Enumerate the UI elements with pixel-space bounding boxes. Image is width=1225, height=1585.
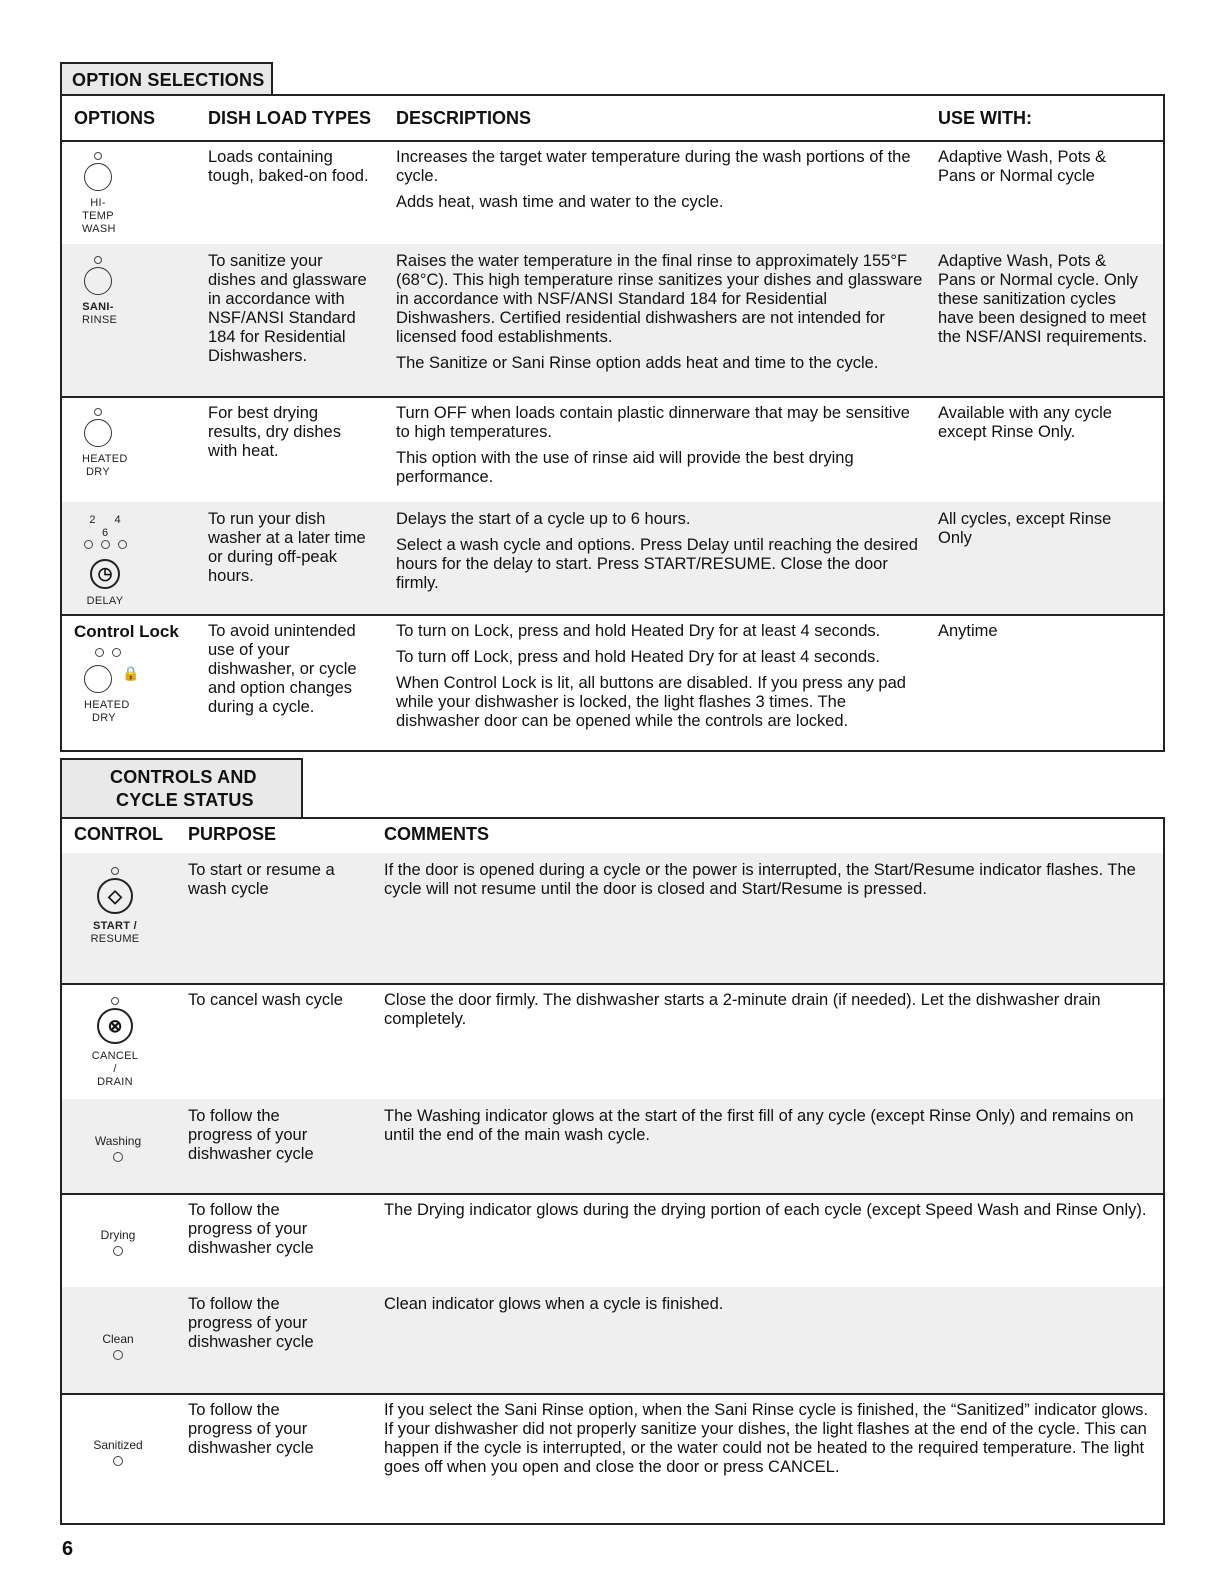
round-button-icon: [84, 665, 112, 693]
control-row-clean: [62, 1287, 1163, 1395]
use-with-cell: Available with any cycle except Rinse Only.: [938, 404, 1112, 441]
control-label: RINSE: [82, 314, 118, 326]
control-label: START /: [92, 920, 138, 932]
header-dish-load: DISH LOAD TYPES: [208, 108, 372, 128]
drying-indicator: [88, 1229, 148, 1256]
comment-cell: The Drying indicator glows during the drying portion of each cycle (except Speed Wash and Rinse Only).: [384, 1201, 1147, 1219]
control-row-sanitized: [62, 1393, 1163, 1523]
cancel-drain-control: [90, 997, 140, 1089]
purpose-cell: To follow the progress of your dishwasher cycle: [188, 1401, 314, 1457]
comment-cell: Close the door firmly. The dishwasher starts a 2-minute drain (if needed). Let the dishwasher drain completely.: [384, 991, 1101, 1028]
control-label: WASH: [82, 223, 116, 235]
hi-temp-wash-control: [82, 152, 114, 236]
header-options: OPTIONS: [74, 108, 156, 128]
indicator-label: Sanitized: [93, 1438, 143, 1452]
header-purpose: PURPOSE: [188, 824, 277, 844]
purpose-cell: To follow the progress of your dishwasher cycle: [188, 1295, 314, 1351]
control-label: CANCEL /: [91, 1050, 139, 1075]
description-cell: Increases the target water temperature during the wash portions of the cycle. Adds heat, wash time and water to the cycle.: [396, 148, 911, 211]
description-cell: Turn OFF when loads contain plastic dinnerware that may be sensitive to high temperatures. This option with the use of rinse aid will provide the best drying performance.: [396, 404, 910, 486]
start-icon: ◇: [97, 878, 133, 914]
indicator-light-icon: [113, 1456, 123, 1466]
indicator-light-icon: [94, 152, 102, 160]
control-label: HEATED: [84, 699, 130, 711]
sani-rinse-control: [82, 256, 118, 327]
indicator-lights: [91, 648, 125, 660]
control-label: RESUME: [90, 933, 140, 945]
comment-cell: If you select the Sani Rinse option, when the Sani Rinse cycle is finished, the “Sanitized” indicator glows. If your dishwasher did not properly sanitize your dishes, the light flashes at the end of the cycle. This can happen if the cycle is interrupted, or the water could not be heated to the required temperature. The light goes off when you open and close the door or press CANCEL.: [384, 1401, 1148, 1476]
control-label: DRAIN: [97, 1076, 133, 1088]
start-resume-control: [90, 867, 140, 946]
comment-cell: Clean indicator glows when a cycle is finished.: [384, 1295, 724, 1313]
use-with-cell: Adaptive Wash, Pots & Pans or Normal cycle. Only these sanitization cycles have been designed to meet the NSF/ANSI requirements.: [938, 252, 1148, 346]
option-row-heated-dry: [62, 396, 1163, 504]
round-button-icon: [84, 163, 112, 191]
indicator-light-icon: [113, 1152, 123, 1162]
control-label: HEATED: [82, 453, 128, 465]
option-row-delay: [62, 502, 1163, 616]
controls-status-table: [60, 817, 1165, 1525]
table-header: [62, 819, 1163, 855]
round-button-icon: [84, 419, 112, 447]
delay-hour-lights: [80, 540, 131, 552]
indicator-label: Drying: [100, 1228, 136, 1242]
indicator-label: Washing: [94, 1134, 142, 1148]
control-label: DRY: [92, 712, 116, 724]
dish-load-cell: For best drying results, dry dishes with heat.: [208, 404, 341, 460]
purpose-cell: To follow the progress of your dishwasher cycle: [188, 1201, 314, 1257]
header-descriptions: DESCRIPTIONS: [396, 108, 532, 128]
heated-dry-control: [82, 408, 128, 479]
dish-load-cell: To run your dish washer at a later time or during off-peak hours.: [208, 510, 366, 585]
header-control: CONTROL: [74, 824, 163, 844]
option-row-sani-rinse: [62, 244, 1163, 398]
description-cell: Delays the start of a cycle up to 6 hours. Select a wash cycle and options. Press Delay until reaching the desired hours for the delay to start. Press START/RESUME. Close the door firmly.: [396, 510, 918, 592]
clean-indicator: [88, 1333, 148, 1360]
description-cell: Raises the water temperature in the final rinse to approximately 155°F (68°C). This high temperature rinse sanitizes your dishes and glassware in accordance with NSF/ANSI Standard 184 for Residential Dishwashers. Certified residential dishwashers are not intended for licensed food establishments. The Sanitize or Sani Rinse option adds heat and time to the cycle.: [396, 252, 923, 372]
option-row-control-lock: [62, 614, 1163, 750]
control-row-drying: [62, 1193, 1163, 1289]
indicator-light-icon: [94, 256, 102, 264]
use-with-cell: Adaptive Wash, Pots & Pans or Normal cycle: [938, 148, 1107, 185]
control-row-cancel-drain: [62, 983, 1163, 1101]
indicator-label: Clean: [102, 1332, 134, 1346]
header-use-with: USE WITH:: [938, 108, 1032, 128]
option-row-hi-temp: [62, 140, 1163, 246]
indicator-light-icon: [94, 408, 102, 416]
use-with-cell: Anytime: [938, 622, 998, 640]
indicator-light-icon: [113, 1350, 123, 1360]
dish-load-cell: To avoid unintended use of your dishwasher, or cycle and option changes during a cycle.: [208, 622, 357, 716]
cancel-icon: ⊗: [97, 1008, 133, 1044]
purpose-cell: To cancel wash cycle: [188, 991, 343, 1009]
option-selections-title: OPTION SELECTIONS: [60, 62, 273, 94]
control-lock-control: [78, 648, 138, 725]
purpose-cell: To follow the progress of your dishwasher cycle: [188, 1107, 314, 1163]
page-number: 6: [62, 1538, 74, 1560]
description-cell: To turn on Lock, press and hold Heated Dry for at least 4 seconds. To turn off Lock, press and hold Heated Dry for at least 4 seconds. When Control Lock is lit, all buttons are disabled. If you press any pad while your dishwasher is locked, the light flashes 3 times. The dishwasher door can be opened while the controls are locked.: [396, 622, 906, 730]
delay-hours-label: 2 4 6: [89, 514, 129, 539]
control-row-washing: [62, 1099, 1163, 1195]
indicator-light-icon: [111, 867, 119, 875]
option-selections-table: [60, 94, 1165, 752]
lock-icon: 🔒: [122, 665, 140, 681]
control-lock-title: Control Lock: [74, 622, 179, 641]
controls-status-title: [60, 758, 303, 818]
purpose-cell: To start or resume a wash cycle: [188, 861, 335, 898]
clock-icon: ◷: [90, 559, 120, 589]
dish-load-cell: To sanitize your dishes and glassware in accordance with NSF/ANSI Standard 184 for Residential Dishwashers.: [208, 252, 367, 365]
washing-indicator: [88, 1135, 148, 1162]
comment-cell: If the door is opened during a cycle or the power is interrupted, the Start/Resume indicator flashes. The cycle will not resume until the door is closed and Start/Resume is pressed.: [384, 861, 1136, 898]
round-button-icon: [84, 267, 112, 295]
sanitized-indicator: [84, 1439, 152, 1466]
control-row-start-resume: [62, 853, 1163, 985]
controls-title-line: CONTROLS AND: [110, 767, 257, 787]
indicator-light-icon: [111, 997, 119, 1005]
control-label: DELAY: [86, 595, 124, 607]
header-comments: COMMENTS: [384, 824, 489, 844]
dish-load-cell: Loads containing tough, baked-on food.: [208, 148, 369, 185]
comment-cell: The Washing indicator glows at the start of the first fill of any cycle (except Rinse Only) and remains on until the end of the main wash cycle.: [384, 1107, 1134, 1144]
indicator-light-icon: [113, 1246, 123, 1256]
table-header: [62, 96, 1163, 142]
control-label: SANI-: [82, 301, 114, 313]
use-with-cell: All cycles, except Rinse Only: [938, 510, 1112, 547]
delay-control: [74, 514, 136, 608]
control-label: DRY: [86, 466, 110, 478]
controls-title-line: CYCLE STATUS: [116, 790, 254, 810]
control-label: HI-TEMP: [82, 197, 114, 222]
